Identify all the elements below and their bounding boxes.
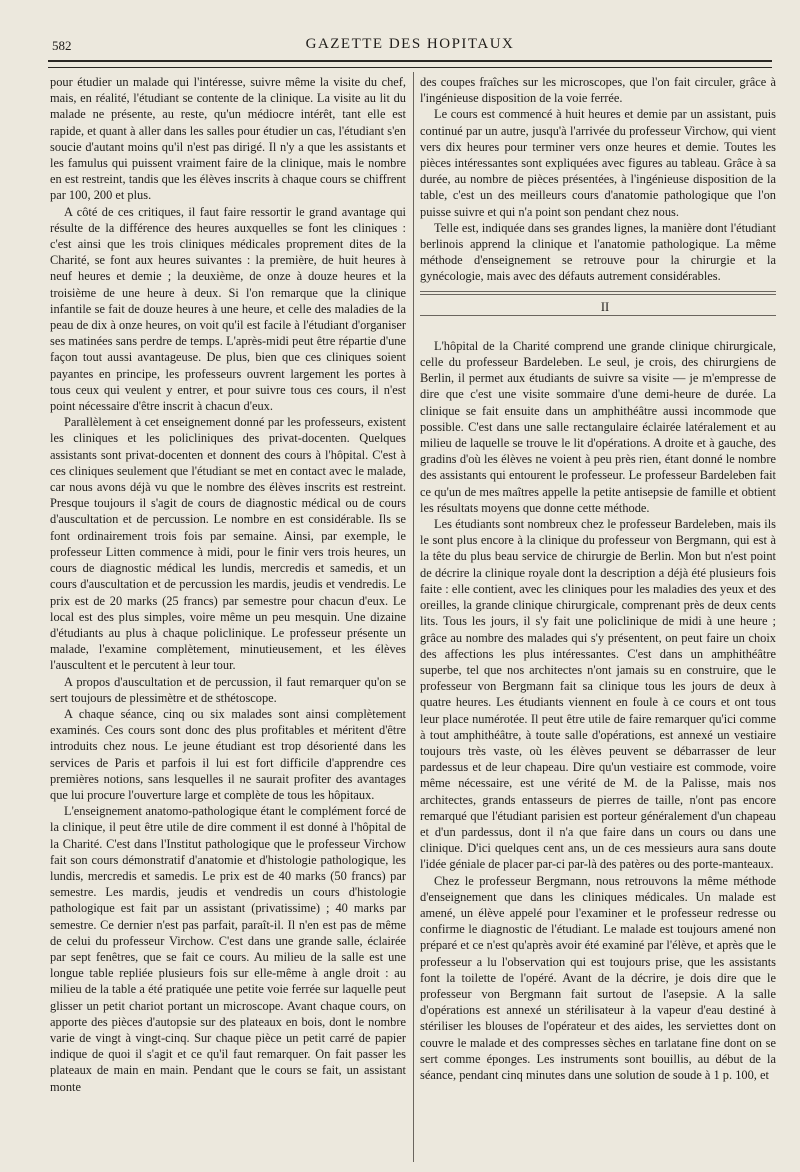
paragraph: Telle est, indiquée dans ses grandes lignes, la manière dont l'étudiant berlinois apprend la clinique et l'anatomie pathologique. La même méthode d'enseignement se retrouve pour la chirurgie et la gynécologie, mais avec des défauts autrement considérables. (420, 220, 776, 284)
page-header (48, 30, 772, 56)
paragraph: Le cours est commencé à huit heures et demie par un assistant, puis continué par un autre, jusqu'à l'arrivée du professeur Virchow, qui vient vers dix heures pour terminer vers onze heures et demie. Toutes les pièces intéressantes sont expliquées avec figures au tableau. Grâce à sa durée, au nombre de pièces présentées, à l'ingénieuse disposition de la table, c'est un des meilleurs cours d'anatomie pathologique que l'on puisse suivre et qui n'a point son pendant chez nous. (420, 107, 776, 219)
paragraph: Parallèlement à cet enseignement donné par les professeurs, existent les cliniques et les policliniques des privat-docenten. Quelques assistants sont privat-docenten et donnent des cours à l'hôpital. C'est à ces cliniques seulement que l'étudiant se met en contact avec le malade, car nous avons déjà vu que le nombre des élèves inscrits est restreint. Presque toujours il s'agit de cours de diagnostic médical ou de cours d'auscultation et de percussion. Le nombre en est considérable. Ils se font ordinairement trois fois par semaine. Ainsi, par exemple, le professeur Litten commence à midi, pour le finir vers trois heures, un cours de diagnostic médical les lundis, mercredis et samedis, et un cours d'auscultation et de percussion les mardis, jeudis et vendredis. Le prix est de 20 marks (25 francs) par semestre pour chacun d'eux. Le local est des plus simples, voire même un peu mesquin. Une dizaine d'étudiants au plus à chaque policlinique. Le professeur présente un malade, l'examine complètement, minutieusement, et les élèves l'auscultent et le percutent à leur tour. (50, 415, 406, 673)
paragraph: Chez le professeur Bergmann, nous retrouvons la même méthode d'enseignement que dans les cliniques médicales. Un malade est amené, un élève appelé pour l'examiner et le professeur redresse ou confirme le diagnostic de l'étudiant. Le malade est toujours amené non préparé et ce n'est qu'après avoir été examiné par l'élève, et après que le professeur a lu l'observation qui est toujours prise, que les assistants font la toilette de l'opéré. Avant de la décrire, je dois dire que le professeur von Bergmann fait surtout de l'asepsie. A la salle d'opérations est annexé un stérilisateur à la vapeur d'eau destiné à stériliser les blouses de l'opérateur et des aides, les serviettes dont on couvre le malade et des compresses sèches en tarlatane fine dont on se sert comme éponges. Les instruments sont bouillis, au début de la séance, pendant cinq minutes dans une solution de soude à 1 p. 100, et (420, 873, 776, 1082)
section-number: II (600, 299, 610, 314)
journal-title: GAZETTE DES HOPITAUX (305, 36, 515, 52)
paragraph: Les étudiants sont nombreux chez le professeur Bardeleben, mais ils le sont plus encore à la clinique du professeur von Bergmann, qui est à la tête du plus beau service de chirurgie de Berlin. Mon but n'est point de décrire la clinique royale dont la description a déjà été plusieurs fois faite : elle contient, avec les cliniques pour les maladies des yeux et des oreilles, la grande clinique chirurgicale, comprenant près de deux cents lits. Tous les jours, il s'y fait une policlinique de midi à une heure ; grâce au nombre des malades qui s'y présentent, on peut faire un choix des affections les plus intéressantes. C'est dans un amphithéâtre superbe, tel que nos architectes n'ont jamais su en construire, que le professeur von Bergmann fait sa clinique tous les jours de deux à quatre heures. Les étudiants viennent en foule à ce cours et ont tous leur place numérotée. Il peut être utile de faire remarquer qu'ici comme à tout amphithéâtre, à toute salle d'opérations, est annexé un vestiaire toujours très vaste, où les élèves peuvent se débarrasser de leur pardessus et de leur chapeau. Dire qu'un vestiaire est commode, voire même nécessaire, est une vérité de M. de la Palisse, mais nos architectes, grands entasseurs de pierres de taille, n'ont pas encore remarqué que l'étudiant parisien est porteur généralement d'un chapeau et d'un pardessus, dont il n'a que faire dans un cours ou dans une clinique. D'ici quelques cent ans, un de ces messieurs aura sans doute l'idée géniale de placer par-ci par-là des patères ou des porte-manteaux. (420, 517, 776, 872)
paragraph: A chaque séance, cinq ou six malades sont ainsi complètement examinés. Ces cours sont donc des plus profitables et méritent d'être introduits chez nous. Le jeune étudiant est trop désorienté dans les services de Paris et parfois il lui est fort difficile d'apprendre ces premières notions, sans lesquelles il ne saurait profiter des avantages que lui procure l'ouverture large et complète de tous les hôpitaux. (50, 706, 406, 802)
section-rule (420, 315, 776, 316)
header-rule (48, 60, 772, 68)
left-column (50, 74, 406, 1095)
paragraph: pour étudier un malade qui l'intéresse, suivre même la visite du chef, mais, en réalité, l'étudiant se contente de la clinique. La visite au lit du malade ne présente, au reste, qu'un médiocre intérêt, tant elle est rapide, et quant à aller dans les salles pour étudier un cas, l'étudiant s'en soucie d'autant moins qu'il n'est pas dirigé. Il n'y a que les assistants et les famulus qui puissent vraiment faire de la clinique, mais le nombre en est restreint, tandis que les élèves inscrits à chaque cours se chiffrent par 100, 200 et plus. (50, 75, 406, 203)
paragraph: L'hôpital de la Charité comprend une grande clinique chirurgicale, celle du professeur Bardeleben. Le seul, je crois, des chirurgiens de Berlin, il permet aux étudiants de suivre sa visite — je m'empresse de dire que c'est une visite sommaire d'une demi-heure de durée. La clinique se fait ensuite dans un amphithéâtre aussi incommode que possible. C'est dans une salle rectangulaire éclairée latéralement et au milieu de laquelle se trouve le lit d'opérations. A droite et à gauche, des gradins d'où les élèves ne voient à peu près rien, étant donné le nombre des assistants qui entourent le professeur. Le professeur Bardeleben fait ce qu'un de mes maîtres appelle la petite antisepsie de famille et obtient les résultats moyens que donne cette méthode. (420, 338, 776, 515)
paragraph: A côté de ces critiques, il faut faire ressortir le grand avantage qui résulte de la différence des heures auxquelles se font les cliniques : c'est ainsi que les trois cliniques médicales proprement dites de la Charité, se font aux heures suivantes : la première, de huit heures à neuf heures et demie ; la deuxième, de onze à douze heures et la troisième de une heure à deux. Si l'on remarque que la clinique infantile se fait de douze heures à une heure, et celle des maladies de la peau de dix à onze heures, on voit qu'il est facile à l'étudiant d'organiser ses matinées sans perdre de temps. L'après-midi peut être répartie d'une façon tout aussi avantageuse. De plus, bien que ces cliniques soient payantes en principe, les professeurs ouvrent largement les portes à tous ceux qui veulent y entrer, et pour suivre tous ces cours, il n'est point nécessaire d'être inscrit à chacun d'eux. (50, 204, 406, 414)
paragraph: L'enseignement anatomo-pathologique étant le complément forcé de la clinique, il peut être utile de dire comment il est donné à l'hôpital de la Charité. C'est dans l'Institut pathologique que le professeur Virchow fait son cours démonstratif d'anatomie et d'histologie pathologique, les lundis, mercredis et samedis. Le prix est de 40 marks (50 francs) par semestre. Les mardis, jeudis et vendredis un cours d'histologie pathologique est fait par un assistant (privatissime) ; 40 marks par semestre. Ce dernier n'est pas parfait, paraît-il. Il n'en est pas de même de celui du professeur Virchow. C'est dans une grande salle, éclairée par sept fenêtres, que se fait ce cours. Au milieu de la salle est une longue table repliée plusieurs fois sur elle-même à angle droit : au milieu de la table a été pratiquée une petite voie ferrée sur laquelle peut glisser un petit chariot portant un microscope. Avant chaque cours, on apporte des pièces d'autopsie sur des plateaux en bois, dont le nombre varie de vingt à vingt-cinq. Sur chaque pièce un petit carré de papier indique de quoi il s'agit et ce qu'il faut remarquer. On fait passer les plateaux de main en main. Pendant que le cours se fait, un assistant monte (50, 804, 406, 1094)
section-rule (420, 291, 776, 295)
right-column (420, 74, 776, 1083)
page-number: 582 (52, 38, 72, 53)
paragraph: des coupes fraîches sur les microscopes, que l'on fait circuler, grâce à l'ingénieuse disposition de la voie ferrée. (420, 75, 776, 106)
paragraph: A propos d'auscultation et de percussion, il faut remarquer qu'on se sert toujours de plessimètre et de sthétoscope. (50, 674, 406, 705)
column-divider (413, 72, 414, 1162)
